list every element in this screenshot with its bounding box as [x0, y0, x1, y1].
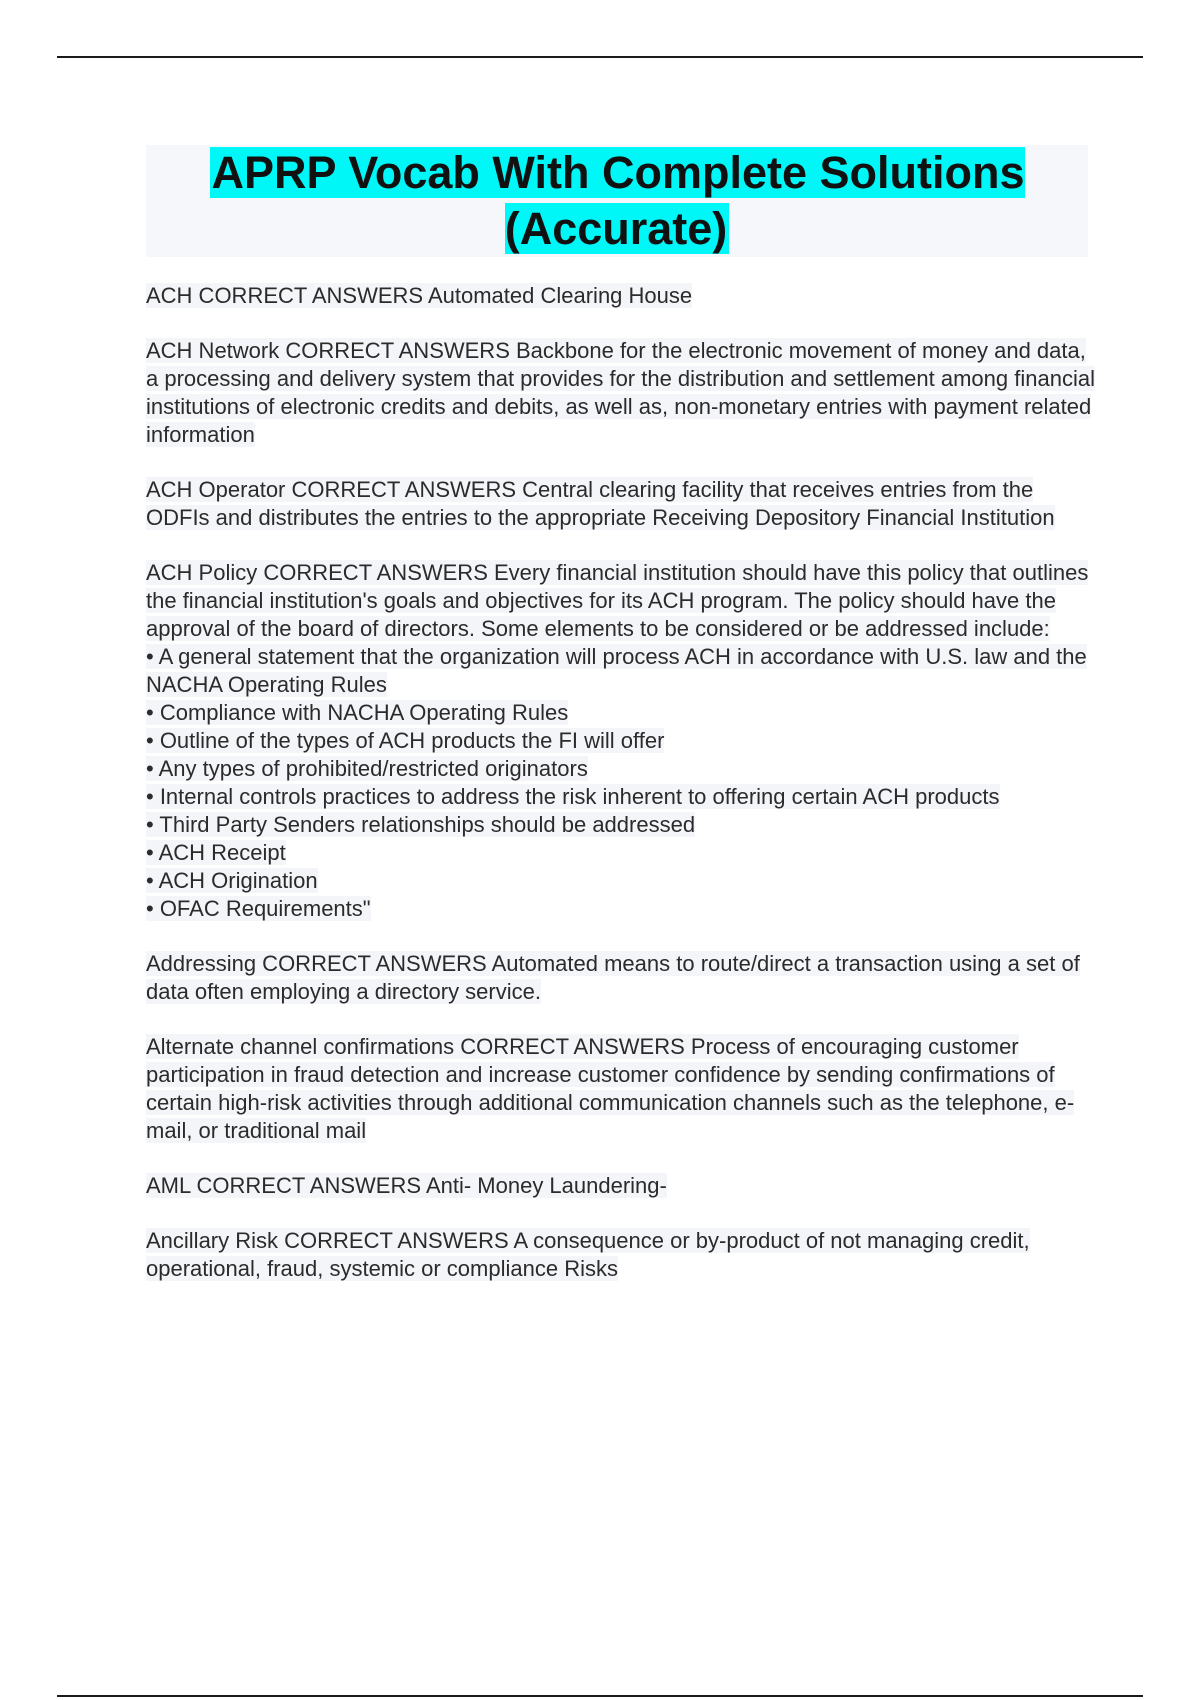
vocab-entry-ach-operator: [146, 476, 1096, 532]
vocab-entry-alternate-channel: [146, 1033, 1096, 1145]
footer-rule: [57, 1695, 1143, 1697]
vocab-entry-addressing: [146, 950, 1096, 1006]
vocab-entry-text: ACH Operator CORRECT ANSWERS Central clearing facility that receives entries from the ODFIs and distributes the entries to the appropriate Receiving Depository Financial Institution: [146, 477, 1055, 530]
vocab-entry-ach: [146, 282, 1096, 310]
vocab-entry-ach-network: [146, 337, 1096, 449]
vocab-entry-text: ACH CORRECT ANSWERS Automated Clearing House: [146, 283, 693, 308]
page-title: [146, 145, 1088, 257]
vocab-entry-text: Alternate channel confirmations CORRECT ANSWERS Process of encouraging customer participation in fraud detection and increase customer confidence by sending confirmations of certain high-risk activities through additional communication channels such as the telephone, e-mail, or traditional mail: [146, 1034, 1075, 1143]
vocab-entry-text: AML CORRECT ANSWERS Anti- Money Laundering-: [146, 1173, 667, 1198]
vocab-entry-text: Addressing CORRECT ANSWERS Automated means to route/direct a transaction using a set of data often employing a directory service.: [146, 951, 1080, 1004]
vocab-entry-text: ACH Network CORRECT ANSWERS Backbone for the electronic movement of money and data, a processing and delivery system that provides for the distribution and settlement among financial institutions of electronic credits and debits, as well as, non-monetary entries with payment related information: [146, 338, 1095, 447]
vocab-entry-text: Ancillary Risk CORRECT ANSWERS A consequence or by-product of not managing credit, operational, fraud, systemic or compliance Risks: [146, 1228, 1030, 1281]
vocab-entry-ach-policy: [146, 559, 1096, 923]
vocab-entry-aml: [146, 1172, 1096, 1200]
vocab-list: [146, 282, 1096, 1310]
vocab-entry-text: ACH Policy CORRECT ANSWERS Every financial institution should have this policy that outlines the financial institution's goals and objectives for its ACH program. The policy should have the approval of the board of directors. Some elements to be considered or be addressed include: • A general statement that the organization will process ACH in accordance with U.S. law and the NACHA Operating Rules • Compliance with NACHA Operating Rules • Outline of the types of ACH products the FI will offer • Any types of prohibited/restricted originators • Internal controls practices to address the risk inherent to offering certain ACH products • Third Party Senders relationships should be addressed • ACH Receipt • ACH Origination • OFAC Requirements": [146, 560, 1089, 921]
title-block: [146, 145, 1088, 257]
vocab-entry-ancillary-risk: [146, 1227, 1096, 1283]
header-rule: [57, 56, 1143, 58]
page-title-highlight: APRP Vocab With Complete Solutions (Accurate): [211, 147, 1025, 254]
